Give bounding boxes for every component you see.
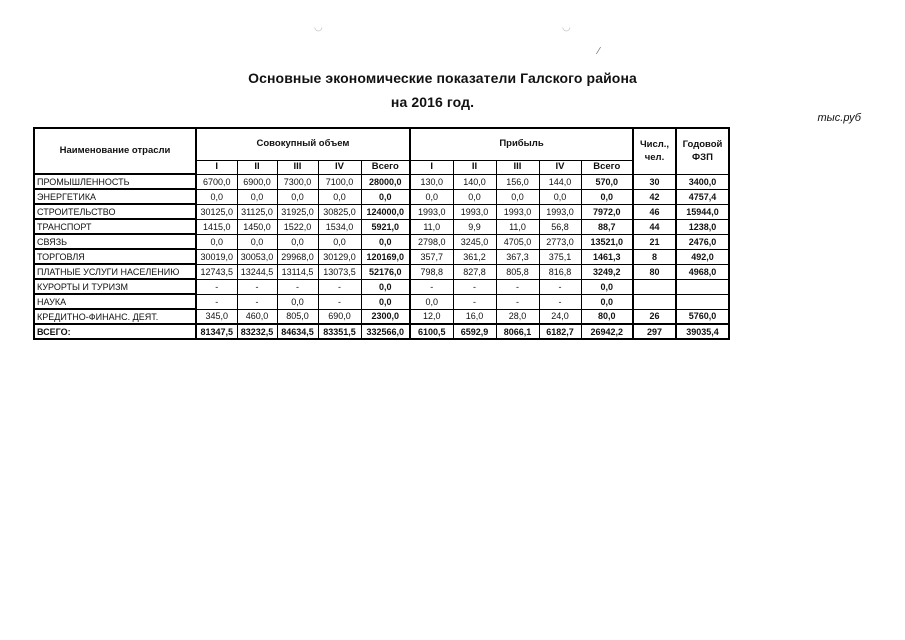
profit-cell: 0,0 xyxy=(496,189,539,204)
profit-cell: 11,0 xyxy=(496,219,539,234)
profit-cell: 26942,2 xyxy=(581,324,633,339)
profit-cell: 7972,0 xyxy=(581,204,633,219)
volume-quarter-header: III xyxy=(277,160,318,174)
profit-cell: 1993,0 xyxy=(453,204,496,219)
sector-name: ПЛАТНЫЕ УСЛУГИ НАСЕЛЕНИЮ xyxy=(34,264,196,279)
volume-cell: 0,0 xyxy=(361,279,410,294)
volume-cell: 6700,0 xyxy=(196,174,237,189)
document-subtitle: на 2016 год. xyxy=(390,94,475,110)
volume-cell: 0,0 xyxy=(361,189,410,204)
volume-cell: - xyxy=(237,294,277,309)
sector-name: КРЕДИТНО-ФИНАНС. ДЕЯТ. xyxy=(34,309,196,324)
volume-cell: 0,0 xyxy=(196,234,237,249)
profit-cell: 361,2 xyxy=(453,249,496,264)
profit-cell: 11,0 xyxy=(410,219,453,234)
volume-cell: 1534,0 xyxy=(318,219,361,234)
volume-cell: - xyxy=(318,279,361,294)
volume-cell: 30019,0 xyxy=(196,249,237,264)
profit-cell: - xyxy=(496,279,539,294)
pen-mark: ⁄ xyxy=(598,46,600,57)
volume-cell: 0,0 xyxy=(361,294,410,309)
profit-quarter-header: Всего xyxy=(581,160,633,174)
profit-cell: 357,7 xyxy=(410,249,453,264)
volume-cell: 30125,0 xyxy=(196,204,237,219)
employees-cell: 21 xyxy=(633,234,676,249)
profit-cell: 140,0 xyxy=(453,174,496,189)
sector-name: СТРОИТЕЛЬСТВО xyxy=(34,204,196,219)
profit-cell: 805,8 xyxy=(496,264,539,279)
table-row xyxy=(34,279,729,294)
volume-cell: 52176,0 xyxy=(361,264,410,279)
table-row xyxy=(34,249,729,264)
payroll-cell: 2476,0 xyxy=(676,234,729,249)
volume-cell: 0,0 xyxy=(318,189,361,204)
profit-cell: - xyxy=(539,279,581,294)
volume-cell: 30825,0 xyxy=(318,204,361,219)
volume-cell: 28000,0 xyxy=(361,174,410,189)
profit-cell: 156,0 xyxy=(496,174,539,189)
sector-name: ТОРГОВЛЯ xyxy=(34,249,196,264)
payroll-cell: 39035,4 xyxy=(676,324,729,339)
table-row xyxy=(34,174,729,189)
volume-cell: 0,0 xyxy=(361,234,410,249)
table-row xyxy=(34,294,729,309)
profit-cell: 4705,0 xyxy=(496,234,539,249)
volume-cell: 120169,0 xyxy=(361,249,410,264)
volume-cell: 1450,0 xyxy=(237,219,277,234)
volume-cell: 124000,0 xyxy=(361,204,410,219)
profit-cell: 1993,0 xyxy=(539,204,581,219)
total-row xyxy=(34,324,729,339)
profit-cell: 0,0 xyxy=(539,189,581,204)
sector-name: СВЯЗЬ xyxy=(34,234,196,249)
employees-cell: 44 xyxy=(633,219,676,234)
volume-cell: 7300,0 xyxy=(277,174,318,189)
volume-cell: 6900,0 xyxy=(237,174,277,189)
profit-cell: 0,0 xyxy=(581,189,633,204)
table-row xyxy=(34,189,729,204)
profit-cell: 0,0 xyxy=(581,294,633,309)
header-name: Наименование отрасли xyxy=(34,128,196,174)
profit-cell: 16,0 xyxy=(453,309,496,324)
volume-cell: 0,0 xyxy=(196,189,237,204)
sector-name: ПРОМЫШЛЕННОСТЬ xyxy=(34,174,196,189)
profit-cell: 0,0 xyxy=(410,189,453,204)
payroll-cell: 4968,0 xyxy=(676,264,729,279)
payroll-cell xyxy=(676,294,729,309)
profit-cell: 24,0 xyxy=(539,309,581,324)
employees-cell: 42 xyxy=(633,189,676,204)
profit-cell: 1461,3 xyxy=(581,249,633,264)
volume-quarter-header: II xyxy=(237,160,277,174)
profit-cell: 0,0 xyxy=(453,189,496,204)
payroll-cell: 4757,4 xyxy=(676,189,729,204)
profit-cell: 8066,1 xyxy=(496,324,539,339)
header-profit: Прибыль xyxy=(410,128,633,160)
employees-cell xyxy=(633,279,676,294)
employees-cell xyxy=(633,294,676,309)
volume-cell: 84634,5 xyxy=(277,324,318,339)
table-row xyxy=(34,204,729,219)
volume-cell: 30129,0 xyxy=(318,249,361,264)
sector-name: НАУКА xyxy=(34,294,196,309)
volume-cell: 83232,5 xyxy=(237,324,277,339)
profit-cell: 570,0 xyxy=(581,174,633,189)
profit-quarter-header: IV xyxy=(539,160,581,174)
payroll-cell: 3400,0 xyxy=(676,174,729,189)
header-employees: Числ., чел. xyxy=(633,128,676,174)
profit-cell: - xyxy=(496,294,539,309)
profit-cell: 1993,0 xyxy=(496,204,539,219)
profit-cell: - xyxy=(453,294,496,309)
profit-cell: 3249,2 xyxy=(581,264,633,279)
profit-cell: 367,3 xyxy=(496,249,539,264)
volume-cell: 0,0 xyxy=(277,294,318,309)
payroll-cell: 15944,0 xyxy=(676,204,729,219)
volume-cell: 2300,0 xyxy=(361,309,410,324)
volume-cell: 7100,0 xyxy=(318,174,361,189)
table-row xyxy=(34,309,729,324)
volume-cell: - xyxy=(196,294,237,309)
volume-cell: 0,0 xyxy=(277,234,318,249)
sector-name: КУРОРТЫ И ТУРИЗМ xyxy=(34,279,196,294)
volume-cell: 0,0 xyxy=(318,234,361,249)
volume-cell: 0,0 xyxy=(277,189,318,204)
volume-cell: 13114,5 xyxy=(277,264,318,279)
volume-cell: 31925,0 xyxy=(277,204,318,219)
profit-cell: 827,8 xyxy=(453,264,496,279)
profit-cell: 144,0 xyxy=(539,174,581,189)
profit-cell: - xyxy=(539,294,581,309)
volume-cell: - xyxy=(196,279,237,294)
volume-quarter-header: IV xyxy=(318,160,361,174)
profit-cell: 2773,0 xyxy=(539,234,581,249)
profit-cell: 9,9 xyxy=(453,219,496,234)
employees-cell: 46 xyxy=(633,204,676,219)
volume-cell: 1415,0 xyxy=(196,219,237,234)
volume-cell: - xyxy=(277,279,318,294)
profit-cell: 28,0 xyxy=(496,309,539,324)
profit-quarter-header: I xyxy=(410,160,453,174)
profit-cell: 798,8 xyxy=(410,264,453,279)
volume-cell: 12743,5 xyxy=(196,264,237,279)
volume-cell: 0,0 xyxy=(237,189,277,204)
table-row xyxy=(34,264,729,279)
volume-cell: - xyxy=(237,279,277,294)
sector-name: ВСЕГО: xyxy=(34,324,196,339)
payroll-cell xyxy=(676,279,729,294)
profit-cell: 6182,7 xyxy=(539,324,581,339)
sector-name: ТРАНСПОРТ xyxy=(34,219,196,234)
payroll-cell: 5760,0 xyxy=(676,309,729,324)
volume-cell: 83351,5 xyxy=(318,324,361,339)
profit-cell: 0,0 xyxy=(410,294,453,309)
profit-cell: 1993,0 xyxy=(410,204,453,219)
volume-cell: 460,0 xyxy=(237,309,277,324)
table-row xyxy=(34,219,729,234)
profit-cell: 12,0 xyxy=(410,309,453,324)
indicators-table xyxy=(33,127,730,340)
profit-cell: 375,1 xyxy=(539,249,581,264)
profit-quarter-header: II xyxy=(453,160,496,174)
sector-name: ЭНЕРГЕТИКА xyxy=(34,189,196,204)
profit-cell: 80,0 xyxy=(581,309,633,324)
profit-cell: 2798,0 xyxy=(410,234,453,249)
header-volume: Совокупный объем xyxy=(196,128,410,160)
employees-cell: 80 xyxy=(633,264,676,279)
profit-cell: - xyxy=(453,279,496,294)
volume-cell: 13244,5 xyxy=(237,264,277,279)
scan-mark: ◡ xyxy=(314,22,323,33)
volume-cell: 690,0 xyxy=(318,309,361,324)
volume-cell: 1522,0 xyxy=(277,219,318,234)
employees-cell: 8 xyxy=(633,249,676,264)
volume-cell: 345,0 xyxy=(196,309,237,324)
volume-cell: 30053,0 xyxy=(237,249,277,264)
scan-mark: ◡ xyxy=(562,22,571,33)
employees-cell: 297 xyxy=(633,324,676,339)
volume-cell: 332566,0 xyxy=(361,324,410,339)
profit-cell: 6100,5 xyxy=(410,324,453,339)
volume-cell: 81347,5 xyxy=(196,324,237,339)
profit-cell: 13521,0 xyxy=(581,234,633,249)
units-label: тыс.руб xyxy=(817,112,861,124)
profit-cell: 816,8 xyxy=(539,264,581,279)
profit-cell: 88,7 xyxy=(581,219,633,234)
profit-cell: 3245,0 xyxy=(453,234,496,249)
profit-quarter-header: III xyxy=(496,160,539,174)
volume-cell: - xyxy=(318,294,361,309)
employees-cell: 30 xyxy=(633,174,676,189)
profit-cell: 130,0 xyxy=(410,174,453,189)
payroll-cell: 1238,0 xyxy=(676,219,729,234)
document-title: Основные экономические показатели Галского района xyxy=(248,70,637,86)
profit-cell: 0,0 xyxy=(581,279,633,294)
volume-cell: 13073,5 xyxy=(318,264,361,279)
payroll-cell: 492,0 xyxy=(676,249,729,264)
volume-cell: 0,0 xyxy=(237,234,277,249)
employees-cell: 26 xyxy=(633,309,676,324)
volume-cell: 5921,0 xyxy=(361,219,410,234)
profit-cell: 56,8 xyxy=(539,219,581,234)
profit-cell: 6592,9 xyxy=(453,324,496,339)
volume-quarter-header: I xyxy=(196,160,237,174)
profit-cell: - xyxy=(410,279,453,294)
volume-quarter-header: Всего xyxy=(361,160,410,174)
header-payroll: Годовой ФЗП xyxy=(676,128,729,174)
volume-cell: 805,0 xyxy=(277,309,318,324)
table-row xyxy=(34,234,729,249)
volume-cell: 31125,0 xyxy=(237,204,277,219)
volume-cell: 29968,0 xyxy=(277,249,318,264)
